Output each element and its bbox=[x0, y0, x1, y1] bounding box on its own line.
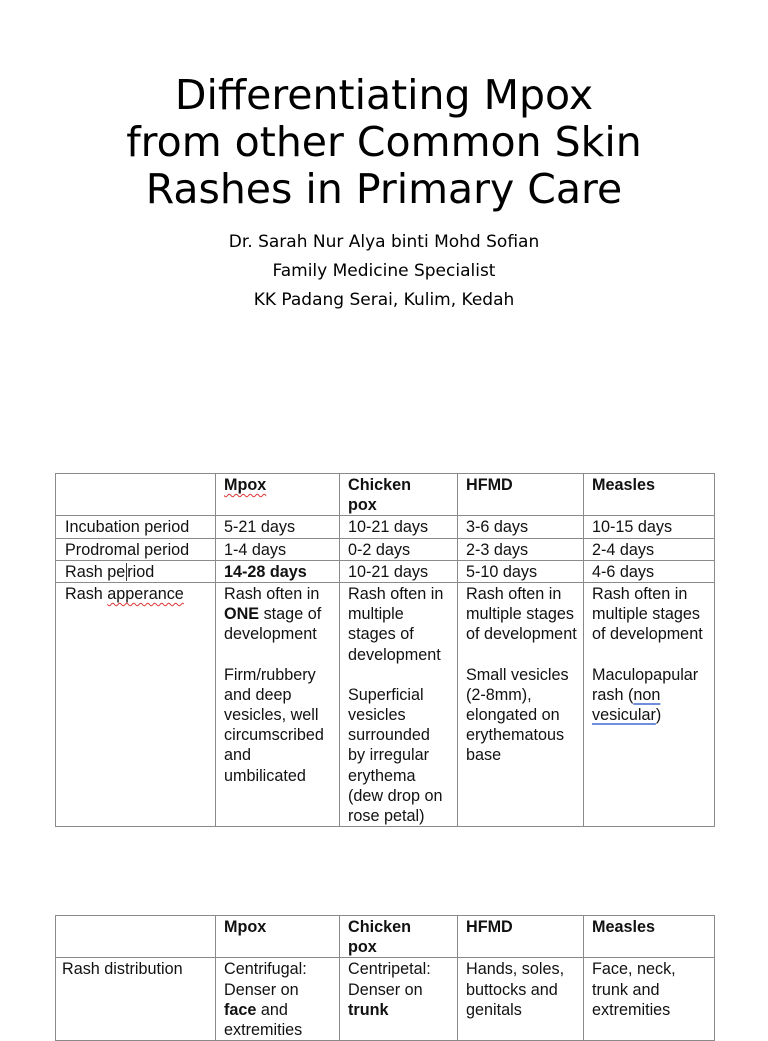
cell-chickenpox-incubation: 10-21 days bbox=[340, 516, 458, 538]
comparison-table-1 bbox=[55, 473, 715, 827]
title-line-3: Rashes in Primary Care bbox=[145, 165, 623, 213]
author-role: Family Medicine Specialist bbox=[272, 261, 496, 281]
header-hfmd: HFMD bbox=[458, 474, 584, 516]
row-label-rash-appearance: Rash apperance bbox=[56, 583, 216, 827]
table-row bbox=[56, 560, 715, 582]
cell-chickenpox-rash-period: 10-21 days bbox=[340, 560, 458, 582]
slide-title bbox=[0, 72, 768, 213]
cell-hfmd-distribution: Hands, soles, buttocks and genitals bbox=[458, 958, 584, 1041]
row-label-incubation: Incubation period bbox=[56, 516, 216, 538]
table-row bbox=[56, 538, 715, 560]
header-mpox: Mpox bbox=[216, 474, 340, 516]
cell-chickenpox-prodromal: 0-2 days bbox=[340, 538, 458, 560]
table-header-row bbox=[56, 474, 715, 516]
cell-mpox-incubation: 5-21 days bbox=[216, 516, 340, 538]
title-line-2: from other Common Skin bbox=[126, 118, 642, 166]
cell-mpox-appearance: Rash often in ONE stage of development Firm/rubbery and deep vesicles, well circumscribed and umbilicated bbox=[216, 583, 340, 827]
cell-measles-incubation: 10-15 days bbox=[584, 516, 715, 538]
header-measles: Measles bbox=[584, 474, 715, 516]
cell-hfmd-prodromal: 2-3 days bbox=[458, 538, 584, 560]
header-chickenpox: Chicken pox bbox=[340, 916, 458, 958]
cell-chickenpox-appearance: Rash often in multiple stages of development Superficial vesicles surrounded by irregular erythema (dew drop on rose petal) bbox=[340, 583, 458, 827]
cell-hfmd-incubation: 3-6 days bbox=[458, 516, 584, 538]
title-line-1: Differentiating Mpox bbox=[174, 71, 594, 119]
table-header-row bbox=[56, 916, 715, 958]
cell-mpox-rash-period: 14-28 days bbox=[216, 560, 340, 582]
comparison-table-2 bbox=[55, 915, 715, 1041]
cell-measles-rash-period: 4-6 days bbox=[584, 560, 715, 582]
header-empty-cell bbox=[56, 916, 216, 958]
table-row bbox=[56, 583, 715, 827]
author-block bbox=[0, 228, 768, 315]
cell-chickenpox-distribution: Centripetal: Denser on trunk bbox=[340, 958, 458, 1041]
cell-measles-prodromal: 2-4 days bbox=[584, 538, 715, 560]
header-chickenpox: Chicken pox bbox=[340, 474, 458, 516]
header-hfmd: HFMD bbox=[458, 916, 584, 958]
header-empty-cell bbox=[56, 474, 216, 516]
cell-mpox-prodromal: 1-4 days bbox=[216, 538, 340, 560]
row-label-prodromal: Prodromal period bbox=[56, 538, 216, 560]
cell-hfmd-rash-period: 5-10 days bbox=[458, 560, 584, 582]
cell-measles-distribution: Face, neck, trunk and extremities bbox=[584, 958, 715, 1041]
row-label-rash-distribution: Rash distribution bbox=[56, 958, 216, 1041]
table-row bbox=[56, 516, 715, 538]
cell-mpox-distribution: Centrifugal: Denser on face and extremities bbox=[216, 958, 340, 1041]
table-row bbox=[56, 958, 715, 1041]
author-location: KK Padang Serai, Kulim, Kedah bbox=[253, 290, 515, 310]
cell-measles-appearance: Rash often in multiple stages of development Maculopapular rash (non vesicular) bbox=[584, 583, 715, 827]
header-mpox: Mpox bbox=[216, 916, 340, 958]
author-name: Dr. Sarah Nur Alya binti Mohd Sofian bbox=[228, 232, 540, 252]
cell-hfmd-appearance: Rash often in multiple stages of development Small vesicles (2-8mm), elongated on erythematous base bbox=[458, 583, 584, 827]
header-measles: Measles bbox=[584, 916, 715, 958]
row-label-rash-period: Rash pe riod bbox=[56, 560, 216, 582]
